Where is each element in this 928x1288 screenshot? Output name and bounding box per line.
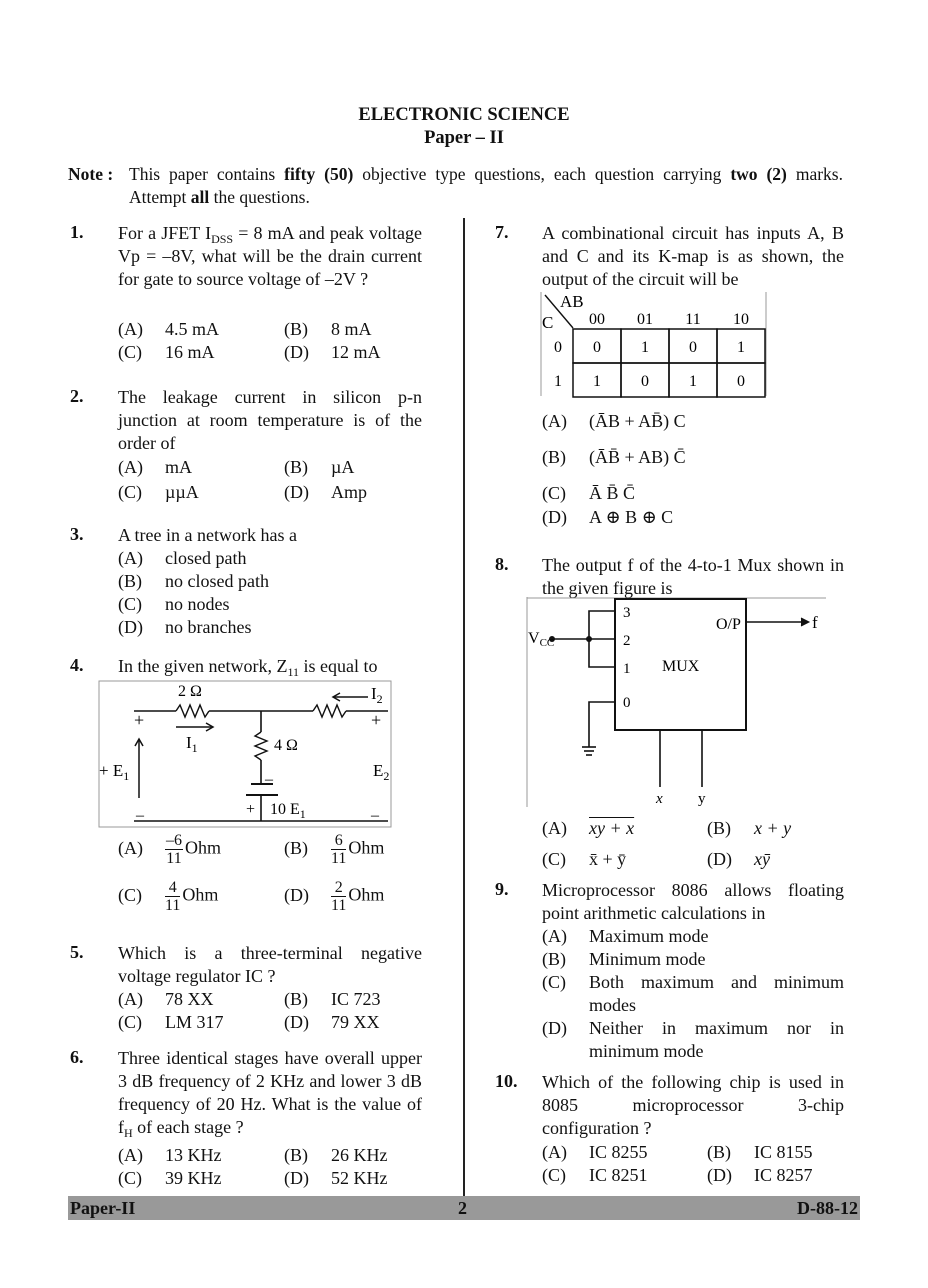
kmap-col-head: 11 <box>685 311 701 328</box>
option-d[interactable]: (D) 52 KHz <box>284 1168 388 1188</box>
input-0: 0 <box>623 695 631 711</box>
input-1: 1 <box>623 661 631 677</box>
paper-title: Paper – II <box>424 128 504 148</box>
option-b[interactable]: (B) $\frac{6}{11}$ Ohm <box>284 832 385 867</box>
arrow-right-icon <box>801 618 809 626</box>
plus-battery: + <box>246 801 256 818</box>
option-d[interactable]: (D) $\frac{2}{11}$ Ohm <box>284 879 385 914</box>
option-d[interactable]: (D) Amp <box>284 482 367 502</box>
kmap-cell-value: 0 <box>737 373 745 390</box>
option-a[interactable]: (A) mA <box>118 457 192 477</box>
subject-title: ELECTRONIC SCIENCE <box>358 105 570 125</box>
label-2ohm: 2 Ω <box>178 683 202 700</box>
option-d[interactable]: (D) xȳ <box>707 849 770 869</box>
kmap-cell-value: 1 <box>593 373 601 390</box>
mux-diagram <box>526 597 826 807</box>
question-number: 7. <box>495 222 509 242</box>
question-number: 3. <box>70 524 84 544</box>
question-number: 10. <box>495 1071 518 1091</box>
footer-paper: Paper-II <box>70 1198 136 1218</box>
resistor-right <box>313 705 346 717</box>
wire-input-0 <box>589 702 615 747</box>
kmap-row-var: C <box>542 313 554 332</box>
output-label: O/P <box>716 616 741 633</box>
option-a[interactable]: (A) 78 XX <box>118 989 214 1009</box>
option-d[interactable]: (D) 12 mA <box>284 342 381 362</box>
plus-right: + <box>371 710 382 730</box>
label-e2: $E_2$ <box>373 761 390 783</box>
question-number: 8. <box>495 554 509 574</box>
option-c[interactable]: (C) $\frac{4}{11}$ Ohm <box>118 879 219 914</box>
column-divider <box>463 218 465 1210</box>
question-number: 5. <box>70 942 84 962</box>
minus-right: – <box>371 807 379 824</box>
question-number: 1. <box>70 222 84 242</box>
minus-left: – <box>136 807 144 824</box>
option-c[interactable]: (C) Ā B̄ C̄ <box>542 483 636 503</box>
input-2: 2 <box>623 633 631 649</box>
option-c[interactable]: (C) no nodes <box>118 594 230 614</box>
question-text: Three identical stages have overall upper 3 dB frequency of 2 KHz and lower 3 dB frequency of 20 Hz. What is the value of $f_H$ of each stage ? <box>118 1048 422 1140</box>
note-text: This paper contains fifty (50) objective type questions, each question carrying two (2) marks. Attempt all the questions. <box>129 164 843 207</box>
option-c[interactable]: (C) 16 mA <box>118 342 215 362</box>
option-c[interactable]: (C) 39 KHz <box>118 1168 222 1188</box>
kmap-row-head: 0 <box>554 339 562 356</box>
question-text: For a JFET $I_{DSS} = 8$ mA and peak voltage Vp = –8V, what will be the drain current for gate to source voltage of –2V ? <box>118 223 423 289</box>
kmap-col-head: 01 <box>637 311 653 328</box>
circuit-diagram <box>98 680 398 830</box>
option-b[interactable]: (B) IC 8155 <box>707 1142 813 1162</box>
question-text: A tree in a network has a <box>118 525 297 545</box>
option-c[interactable]: (C) LM 317 <box>118 1012 224 1032</box>
figure-frame <box>99 681 391 827</box>
kmap-row-head: 1 <box>554 373 562 390</box>
option-d[interactable]: (D) IC 8257 <box>707 1165 813 1185</box>
label-10e1: 10 $E_1$ <box>270 801 306 821</box>
option-a[interactable]: (A) xy + x <box>542 818 635 838</box>
select-y: y <box>698 791 706 807</box>
option-b[interactable]: (B) IC 723 <box>284 989 381 1009</box>
label-i1: $I_1$ <box>186 733 198 755</box>
option-b[interactable]: (B) µA <box>284 457 355 477</box>
option-a[interactable]: (A) (ĀB + AB̄) C <box>542 411 686 431</box>
resistor-2ohm <box>176 705 209 717</box>
option-a[interactable]: (A) 13 KHz <box>118 1145 222 1165</box>
question-number: 2. <box>70 386 84 406</box>
question-number: 4. <box>70 655 84 675</box>
input-3: 3 <box>623 605 631 621</box>
option-b[interactable]: (B) 8 mA <box>284 319 372 339</box>
note <box>68 163 843 211</box>
question-text: Which of the following chip is used in 8085 microprocessor 3-chip configuration ? <box>542 1072 844 1138</box>
junction-dot <box>586 636 592 642</box>
kmap-col-var: AB <box>560 292 584 311</box>
question-text: Which is a three-terminal negative voltage regulator IC ? <box>118 943 422 986</box>
kmap <box>540 292 770 400</box>
page-number: 2 <box>458 1198 467 1218</box>
mux-label: MUX <box>662 658 700 675</box>
option-b[interactable]: (B) no closed path <box>118 571 269 591</box>
option-d[interactable]: (D) A ⊕ B ⊕ C <box>542 507 674 527</box>
option-a-text: xy + x <box>589 818 635 838</box>
kmap-cell-value: 0 <box>641 373 649 390</box>
label-4ohm: 4 Ω <box>274 737 298 754</box>
option-a[interactable]: (A) $\frac{-6}{11}$ Ohm <box>118 832 221 867</box>
option-d[interactable]: (D) no branches <box>118 617 252 637</box>
option-c[interactable]: (C) µµA <box>118 482 199 502</box>
question-number: 6. <box>70 1047 84 1067</box>
kmap-col-head: 10 <box>733 311 749 328</box>
kmap-col-head: 00 <box>589 311 605 328</box>
question-number: 9. <box>495 879 509 899</box>
question-text: The leakage current in silicon p-n junction at room temperature is of the order of <box>118 387 422 453</box>
vcc-label: VCC <box>528 630 555 649</box>
select-x: x <box>656 791 663 807</box>
question-text: In the given network, $Z_{11}$ is equal to <box>118 656 378 679</box>
question-text: The output f of the 4-to-1 Mux shown in the given figure is <box>542 555 844 598</box>
option-c[interactable]: (C) IC 8251 <box>542 1165 648 1185</box>
kmap-cell-value: 1 <box>641 339 649 356</box>
plus-left: + <box>134 710 145 730</box>
option-b[interactable]: (B) x + y <box>707 818 792 838</box>
option-b[interactable]: (B) (ĀB̄ + AB) C̄ <box>542 447 686 467</box>
option-a[interactable]: (A) IC 8255 <box>542 1142 648 1162</box>
output-f: f <box>812 613 818 632</box>
label-e1: + $E_1$ <box>99 761 130 783</box>
option-a[interactable]: (A) closed path <box>118 548 247 568</box>
question-text: Microprocessor 8086 allows floating point arithmetic calculations in <box>542 880 844 923</box>
option-b[interactable]: (B) Minimum mode <box>542 949 706 969</box>
label-i2: $I_2$ <box>371 684 383 706</box>
option-b[interactable]: (B) 26 KHz <box>284 1145 388 1165</box>
option-a[interactable]: (A) 4.5 mA <box>118 319 219 339</box>
option-a[interactable]: (A) Maximum mode <box>542 926 709 946</box>
option-c[interactable]: (C) Both maximum and minimum modes <box>542 972 844 1015</box>
note-label: Note : <box>68 164 114 184</box>
resistor-4ohm <box>255 732 267 760</box>
kmap-cell-value: 1 <box>737 339 745 356</box>
kmap-cell-value: 1 <box>689 373 697 390</box>
question-text: A combinational circuit has inputs A, B and C and its K-map is as shown, the output of the circuit will be <box>542 223 844 289</box>
kmap-cell-value: 0 <box>689 339 697 356</box>
option-d[interactable]: (D) Neither in maximum nor in minimum mode <box>542 1018 844 1061</box>
paper-code: D-88-12 <box>797 1198 858 1218</box>
option-c[interactable]: (C) x̄ + ȳ <box>542 849 627 869</box>
footer-bar <box>68 1196 860 1220</box>
option-d[interactable]: (D) 79 XX <box>284 1012 380 1032</box>
minus-battery: – <box>265 771 273 788</box>
kmap-cell-value: 0 <box>593 339 601 356</box>
